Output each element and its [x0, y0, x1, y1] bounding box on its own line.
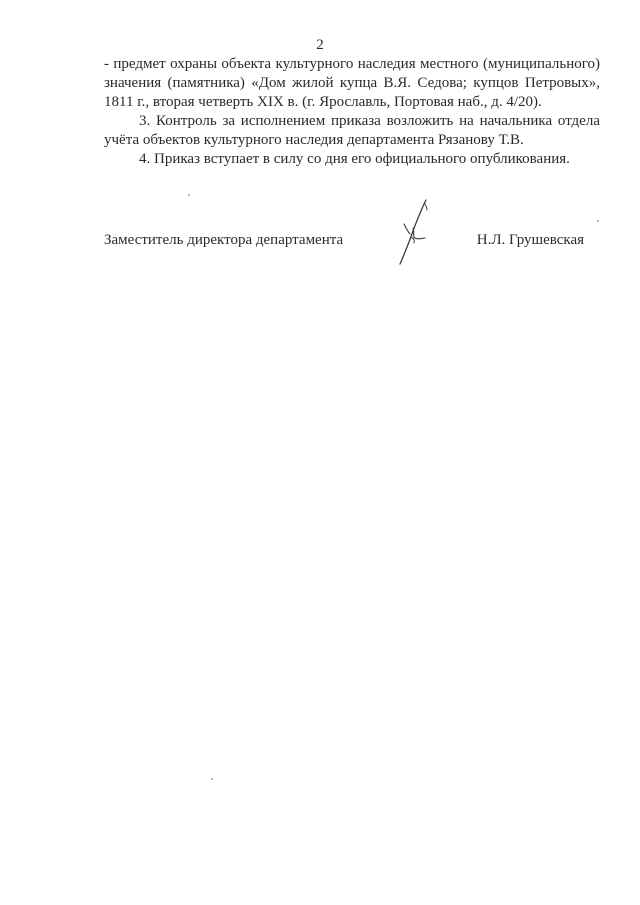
page-number: 2: [316, 37, 324, 53]
paragraph-control: 3. Контроль за исполнением приказа возложить на начальника отдела учёта объектов культурного наследия департамента Рязанову Т.В.: [104, 113, 600, 148]
signatory-position: Заместитель директора департамента: [104, 232, 344, 248]
paragraph-effective: 4. Приказ вступает в силу со дня его официального опубликования.: [139, 151, 570, 167]
scan-speck: [188, 194, 190, 196]
scan-speck: [597, 220, 599, 222]
document-body: [104, 55, 600, 169]
scan-speck: [211, 778, 213, 780]
signatory-name: Н.Л. Грушевская: [476, 232, 584, 248]
handwritten-signature: [392, 198, 432, 266]
signature-block: [104, 231, 600, 271]
paragraph-heritage-subject: - предмет охраны объекта культурного наследия местного (муниципального) значения (памятника) «Дом жилой купца В.Я. Седова; купцов Петровых», 1811 г., вторая четверть XIX в. (г. Ярославль, Портовая наб., д. 4/20).: [104, 56, 600, 110]
